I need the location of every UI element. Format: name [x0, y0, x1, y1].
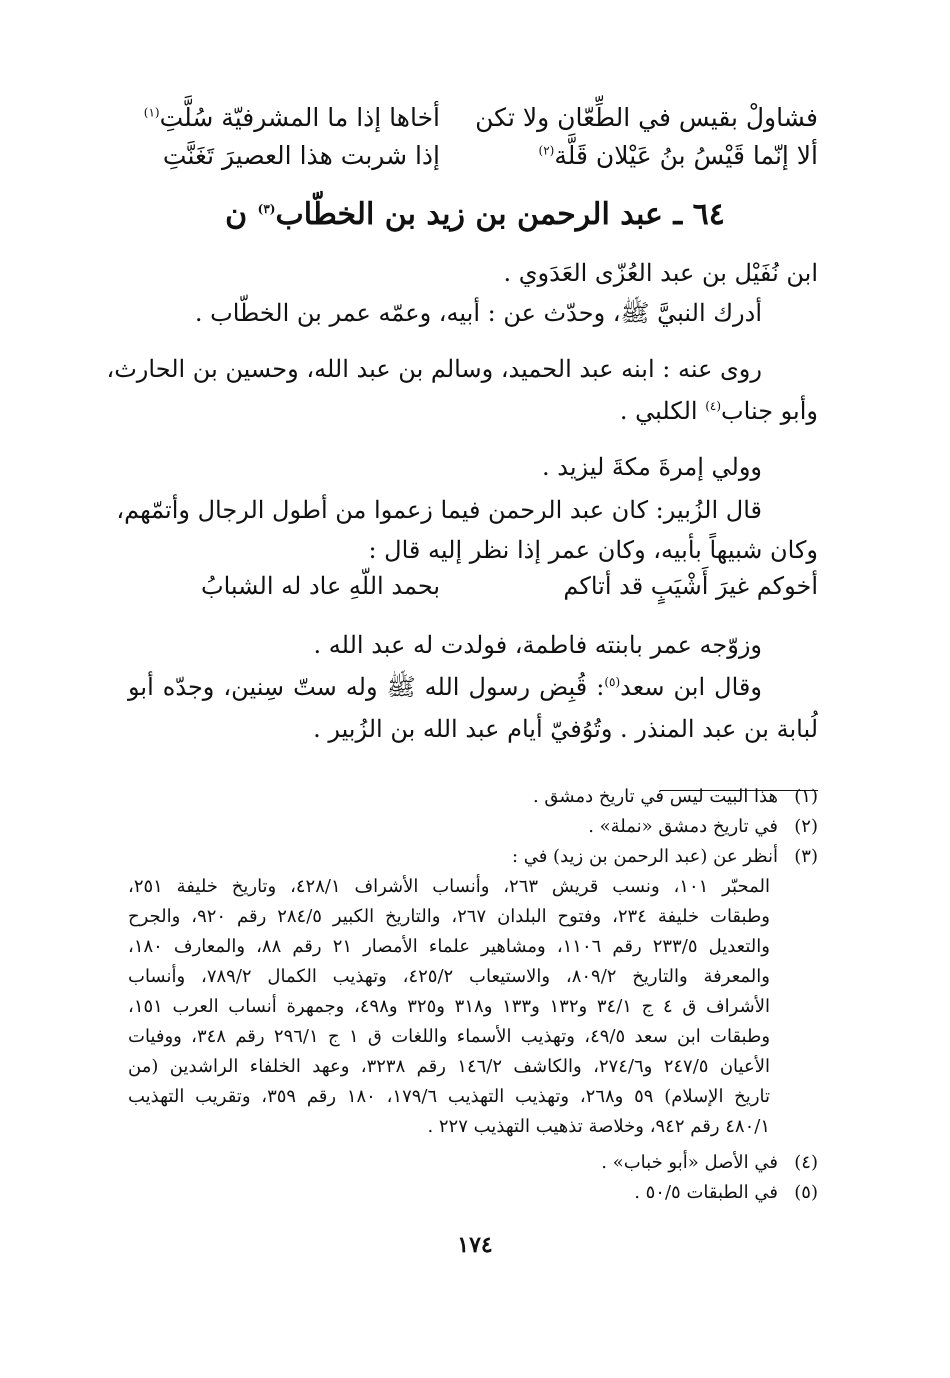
footnote-text: في الطبقات ٥٠/٥ .: [634, 1182, 778, 1203]
footnote-3-text: الأشراف ق ٤ ج ٣٤/١ و١٣٢ و١٣٣ و٣١٨ و٣٢٥ و٤٩٨، وجمهرة أنساب العرب ١٥١،: [128, 996, 770, 1017]
body-line-ibn-saad-2: لُبابة بن عبد المنذر . وتُوُفيّ أيام عبد الله بن الزُبير .: [313, 715, 818, 743]
verse-hemistich-left-text: أخاها إذا ما المشرفيّة سُلَّتِ: [159, 103, 440, 132]
footnote-text: في تاريخ دمشق «نملة» .: [588, 816, 778, 837]
footnote-ref-1: (١): [143, 105, 160, 120]
entry-title-mark: ن: [225, 197, 248, 232]
body-line-marriage: وزوّجه عمر بابنته فاطمة، فولدت له عبد الله .: [313, 631, 762, 659]
verse-hemistich-right: [539, 136, 818, 176]
footnote-number: (٣): [794, 846, 818, 867]
body-narrator-text: وأبو جناب: [721, 397, 818, 425]
footnote-1: [128, 782, 818, 812]
verse-hemistich-right-text: ألا إنّما قَيْسُ بنُ عَيْلان قَلَّة: [554, 141, 818, 170]
footnote-3-text: المحبّر ١٠١، ونسب قريش ٢٦٣، وأنساب الأشراف ٤٢٨/١، وتاريخ خليفة ٢٥١،: [128, 876, 770, 897]
footnote-number: (١): [794, 786, 818, 807]
page-number: ١٧٤: [457, 1232, 493, 1258]
footnote-5: [128, 1178, 818, 1208]
footnote-2: [128, 812, 818, 842]
footnote-text: هذا البيت ليس في تاريخ دمشق .: [532, 786, 778, 807]
footnote-3-text: والتعديل ٢٣٣/٥ رقم ١١٠٦، ومشاهير علماء الأمصار ٢١ رقم ٨٨، والمعارف ١٨٠،: [128, 936, 770, 957]
footnote-3-line: [128, 1052, 770, 1082]
footnote-ref-4: (٤): [705, 399, 722, 413]
footnote-3-text: ٤٨٠/١ رقم ٩٤٢، وخلاصة تذهيب التهذيب ٢٢٧ .: [427, 1116, 770, 1137]
verse-line-3: [0, 566, 950, 606]
body-line-lineage: ابن نُفَيْل بن عبد العُزّى العَدَوي .: [503, 259, 818, 287]
footnote-3-line: [128, 962, 770, 992]
footnote-3-text: الأعيان ٢٤٧/٥ و٢٧٤/٦، والكاشف ١٤٦/٢ رقم ٣٢٣٨، وعهد الخلفاء الراشدين (من: [128, 1056, 770, 1077]
body-ibn-saad-b: : قُبِض رسول الله ﷺ وله ستّ سِنين، وجدّه أبو: [128, 673, 605, 701]
footnote-3-line: [128, 992, 770, 1022]
footnote-4: [128, 1148, 818, 1178]
footnote-3-text: والمعرفة والتاريخ ٨٠٩/٢، والاستيعاب ٤٢٥/٢، وتهذيب الكمال ٧٨٩/٢، وأنساب: [128, 966, 770, 987]
verse-line-2: [0, 136, 950, 176]
footnote-number: (٥): [794, 1182, 818, 1203]
footnote-number: (٤): [794, 1152, 818, 1173]
footnote-3-text: تاريخ الإسلام) ٥٩ و٢٦٨، وتهذيب التهذيب ١٧٩/٦، ١٨٠ رقم ٣٥٩، وتقريب التهذيب: [128, 1086, 770, 1107]
verse-hemistich-right: فشاولْ بقيس في الطِّعّان ولا تكن: [475, 103, 818, 132]
footnote-3-text: وطبقات خليفة ٢٣٤، وفتوح البلدان ٢٦٧، والتاريخ الكبير ٢٨٤/٥ رقم ٩٢٠، والجرح: [128, 906, 770, 927]
entry-title-text: ٦٤ ـ عبد الرحمن بن زيد بن الخطّاب: [275, 197, 725, 232]
footnote-ref-5: (٥): [604, 675, 621, 689]
footnote-3: [128, 842, 818, 872]
footnote-ref-2: (٢): [538, 143, 555, 158]
body-line-narrators-1: روى عنه : ابنه عبد الحميد، وسالم بن عبد الله، وحسين بن الحارث،: [106, 355, 762, 383]
footnote-3-line: [128, 872, 770, 902]
body-ibn-saad-a: وقال ابن سعد: [620, 673, 762, 701]
body-line-zubair-1: قال الزُبير: كان عبد الرحمن فيما زعموا من أطول الرجال وأتمّهم،: [116, 496, 762, 524]
body-line-narrators-2: [128, 388, 818, 434]
body-line-governor: وولي إمرةَ مكةَ ليزيد .: [541, 453, 762, 481]
footnote-ref-3: (٣): [257, 202, 276, 216]
footnote-3-line: [128, 1022, 770, 1052]
verse-hemistich-right: أخوكم غيرَ أَشْيَبٍ قد أتاكم: [563, 572, 818, 600]
footnote-3-line: [128, 1082, 770, 1112]
footnote-3-line: [128, 932, 770, 962]
body-narrator-text-b: الكلبي .: [619, 397, 698, 425]
verse-hemistich-left: بحمد اللّهِ عاد له الشبابُ: [201, 572, 440, 600]
footnote-text: أنظر عن (عبد الرحمن بن زيد) في :: [511, 846, 778, 867]
verse-line-1: [0, 98, 950, 138]
footnote-3-line: [128, 1112, 770, 1142]
footnote-text: في الأصل «أبو خباب» .: [601, 1152, 778, 1173]
footnote-3-line: [128, 902, 770, 932]
body-line-zubair-2: وكان شبيهاً بأبيه، وكان عمر إذا نظر إليه قال :: [368, 536, 818, 564]
verse-hemistich-left: إذا شربت هذا العصيرَ تَغَنَّتِ: [162, 141, 440, 170]
entry-title: [0, 192, 950, 238]
footnote-3-text: وطبقات ابن سعد ٤٩/٥، وتهذيب الأسماء واللغات ق ١ ج ٢٩٦/١ رقم ٣٤٨، ووفيات: [128, 1026, 771, 1047]
footnote-number: (٢): [794, 816, 818, 837]
body-line-companion: أدرك النبيَّ ﷺ، وحدّث عن : أبيه، وعمّه عمر بن الخطّاب .: [194, 299, 762, 327]
verse-hemistich-left: [144, 98, 440, 138]
body-line-ibn-saad-1: [128, 664, 762, 710]
